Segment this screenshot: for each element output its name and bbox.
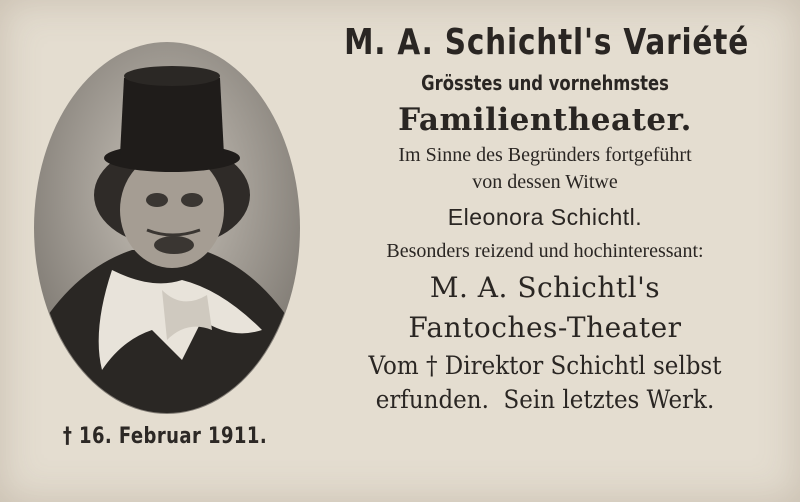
widow-name: Eleonora Schichtl. [447,204,643,230]
text-line-1: Im Sinne des Begründers fortgeführt [398,144,692,166]
text-line-4: Vom † Direktor Schichtl selbst [368,351,722,380]
text-line-2: von dessen Witwe [472,171,618,193]
portrait-caption: † 16. Februar 1911. [62,424,268,449]
text-column [300,18,790,418]
card-title: M. A. Schichtl's Variété [344,22,750,63]
card-subtitle: Grösstes und vornehmstes [421,71,669,95]
text-line-3: Besonders reizend und hochinteressant: [386,240,704,262]
clown-portrait-image [32,40,302,416]
text-line-5: erfunden. Sein letztes Werk. [375,385,715,414]
portrait-oval [32,40,302,416]
card-heading: Familientheater. [398,102,692,138]
theater-line-1: M. A. Schichtl's [429,271,661,304]
theater-line-2: Fantoches-Theater [408,311,682,344]
